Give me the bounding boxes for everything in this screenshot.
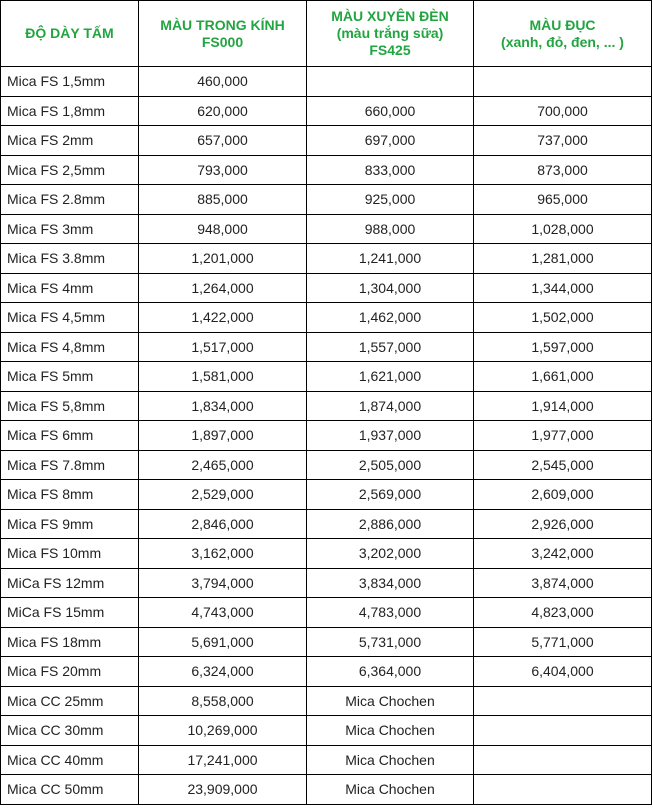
- table-row: [1, 303, 652, 333]
- header-thickness: ĐỘ DÀY TẤM: [1, 1, 139, 67]
- table-row: [1, 244, 652, 274]
- translucent-price-cell: 4,783,000: [307, 598, 474, 628]
- thickness-cell: Mica FS 1,5mm: [1, 67, 139, 97]
- table-row: [1, 185, 652, 215]
- translucent-price-cell: 3,202,000: [307, 539, 474, 569]
- thickness-cell: Mica FS 20mm: [1, 657, 139, 687]
- thickness-cell: Mica FS 8mm: [1, 480, 139, 510]
- opaque-price-cell: 873,000: [474, 155, 652, 185]
- thickness-cell: Mica CC 30mm: [1, 716, 139, 746]
- table-row: [1, 126, 652, 156]
- clear-price-cell: 3,794,000: [139, 568, 307, 598]
- opaque-price-cell: 700,000: [474, 96, 652, 126]
- opaque-price-cell: [474, 775, 652, 805]
- table-row: [1, 686, 652, 716]
- thickness-cell: Mica FS 4,5mm: [1, 303, 139, 333]
- thickness-cell: Mica FS 5,8mm: [1, 391, 139, 421]
- table-row: [1, 775, 652, 805]
- clear-price-cell: 1,517,000: [139, 332, 307, 362]
- translucent-price-cell: 1,557,000: [307, 332, 474, 362]
- opaque-price-cell: 1,344,000: [474, 273, 652, 303]
- translucent-price-cell: 697,000: [307, 126, 474, 156]
- translucent-price-cell: 660,000: [307, 96, 474, 126]
- translucent-price-cell: 5,731,000: [307, 627, 474, 657]
- clear-price-cell: 460,000: [139, 67, 307, 97]
- header-translucent-color: MÀU XUYÊN ĐÈN (màu trắng sữa) FS425: [307, 1, 474, 67]
- thickness-cell: Mica FS 7.8mm: [1, 450, 139, 480]
- thickness-cell: Mica FS 2,5mm: [1, 155, 139, 185]
- header-opaque-color: MÀU ĐỤC (xanh, đỏ, đen, ... ): [474, 1, 652, 67]
- translucent-price-cell: Mica Chochen: [307, 686, 474, 716]
- thickness-cell: Mica FS 3mm: [1, 214, 139, 244]
- table-row: [1, 391, 652, 421]
- opaque-price-cell: 1,028,000: [474, 214, 652, 244]
- translucent-price-cell: 925,000: [307, 185, 474, 215]
- table-row: [1, 539, 652, 569]
- clear-price-cell: 23,909,000: [139, 775, 307, 805]
- opaque-price-cell: [474, 745, 652, 775]
- thickness-cell: MiCa FS 12mm: [1, 568, 139, 598]
- clear-price-cell: 1,422,000: [139, 303, 307, 333]
- table-row: [1, 568, 652, 598]
- table-row: [1, 657, 652, 687]
- thickness-cell: Mica FS 10mm: [1, 539, 139, 569]
- opaque-price-cell: 3,874,000: [474, 568, 652, 598]
- clear-price-cell: 1,834,000: [139, 391, 307, 421]
- thickness-cell: Mica FS 2.8mm: [1, 185, 139, 215]
- opaque-price-cell: 1,914,000: [474, 391, 652, 421]
- thickness-cell: Mica FS 3.8mm: [1, 244, 139, 274]
- thickness-cell: Mica FS 6mm: [1, 421, 139, 451]
- opaque-price-cell: [474, 686, 652, 716]
- header-clear-color: MÀU TRONG KÍNH FS000: [139, 1, 307, 67]
- table-row: [1, 362, 652, 392]
- translucent-price-cell: 988,000: [307, 214, 474, 244]
- thickness-cell: Mica CC 25mm: [1, 686, 139, 716]
- clear-price-cell: 6,324,000: [139, 657, 307, 687]
- translucent-price-cell: Mica Chochen: [307, 716, 474, 746]
- clear-price-cell: 2,846,000: [139, 509, 307, 539]
- table-header-row: [1, 1, 652, 67]
- clear-price-cell: 620,000: [139, 96, 307, 126]
- opaque-price-cell: 965,000: [474, 185, 652, 215]
- opaque-price-cell: 5,771,000: [474, 627, 652, 657]
- table-body: [1, 67, 652, 805]
- table-row: [1, 745, 652, 775]
- translucent-price-cell: 2,569,000: [307, 480, 474, 510]
- table-row: [1, 509, 652, 539]
- table-row: [1, 332, 652, 362]
- table-row: [1, 627, 652, 657]
- translucent-price-cell: Mica Chochen: [307, 775, 474, 805]
- opaque-price-cell: 1,977,000: [474, 421, 652, 451]
- opaque-price-cell: 2,545,000: [474, 450, 652, 480]
- translucent-price-cell: 3,834,000: [307, 568, 474, 598]
- clear-price-cell: 3,162,000: [139, 539, 307, 569]
- table-row: [1, 598, 652, 628]
- thickness-cell: Mica FS 5mm: [1, 362, 139, 392]
- table-row: [1, 716, 652, 746]
- thickness-cell: Mica CC 50mm: [1, 775, 139, 805]
- thickness-cell: Mica CC 40mm: [1, 745, 139, 775]
- opaque-price-cell: 1,281,000: [474, 244, 652, 274]
- clear-price-cell: 885,000: [139, 185, 307, 215]
- opaque-price-cell: [474, 716, 652, 746]
- translucent-price-cell: 1,874,000: [307, 391, 474, 421]
- clear-price-cell: 2,465,000: [139, 450, 307, 480]
- table-row: [1, 155, 652, 185]
- thickness-cell: Mica FS 1,8mm: [1, 96, 139, 126]
- table-row: [1, 96, 652, 126]
- thickness-cell: Mica FS 2mm: [1, 126, 139, 156]
- clear-price-cell: 5,691,000: [139, 627, 307, 657]
- table-row: [1, 273, 652, 303]
- translucent-price-cell: Mica Chochen: [307, 745, 474, 775]
- opaque-price-cell: 1,597,000: [474, 332, 652, 362]
- clear-price-cell: 4,743,000: [139, 598, 307, 628]
- opaque-price-cell: 2,926,000: [474, 509, 652, 539]
- opaque-price-cell: 3,242,000: [474, 539, 652, 569]
- translucent-price-cell: 1,241,000: [307, 244, 474, 274]
- thickness-cell: Mica FS 9mm: [1, 509, 139, 539]
- clear-price-cell: 1,897,000: [139, 421, 307, 451]
- opaque-price-cell: 737,000: [474, 126, 652, 156]
- clear-price-cell: 1,581,000: [139, 362, 307, 392]
- translucent-price-cell: 2,505,000: [307, 450, 474, 480]
- table-row: [1, 450, 652, 480]
- opaque-price-cell: 6,404,000: [474, 657, 652, 687]
- clear-price-cell: 17,241,000: [139, 745, 307, 775]
- opaque-price-cell: 2,609,000: [474, 480, 652, 510]
- translucent-price-cell: 2,886,000: [307, 509, 474, 539]
- clear-price-cell: 657,000: [139, 126, 307, 156]
- clear-price-cell: 1,264,000: [139, 273, 307, 303]
- clear-price-cell: 8,558,000: [139, 686, 307, 716]
- table-row: [1, 214, 652, 244]
- translucent-price-cell: 1,621,000: [307, 362, 474, 392]
- clear-price-cell: 948,000: [139, 214, 307, 244]
- opaque-price-cell: 4,823,000: [474, 598, 652, 628]
- translucent-price-cell: 1,304,000: [307, 273, 474, 303]
- translucent-price-cell: 833,000: [307, 155, 474, 185]
- thickness-cell: Mica FS 4mm: [1, 273, 139, 303]
- thickness-cell: MiCa FS 15mm: [1, 598, 139, 628]
- opaque-price-cell: [474, 67, 652, 97]
- opaque-price-cell: 1,661,000: [474, 362, 652, 392]
- thickness-cell: Mica FS 4,8mm: [1, 332, 139, 362]
- translucent-price-cell: 1,937,000: [307, 421, 474, 451]
- translucent-price-cell: 1,462,000: [307, 303, 474, 333]
- translucent-price-cell: 6,364,000: [307, 657, 474, 687]
- translucent-price-cell: [307, 67, 474, 97]
- thickness-cell: Mica FS 18mm: [1, 627, 139, 657]
- table-row: [1, 421, 652, 451]
- clear-price-cell: 2,529,000: [139, 480, 307, 510]
- clear-price-cell: 793,000: [139, 155, 307, 185]
- opaque-price-cell: 1,502,000: [474, 303, 652, 333]
- clear-price-cell: 1,201,000: [139, 244, 307, 274]
- clear-price-cell: 10,269,000: [139, 716, 307, 746]
- table-row: [1, 67, 652, 97]
- table-row: [1, 480, 652, 510]
